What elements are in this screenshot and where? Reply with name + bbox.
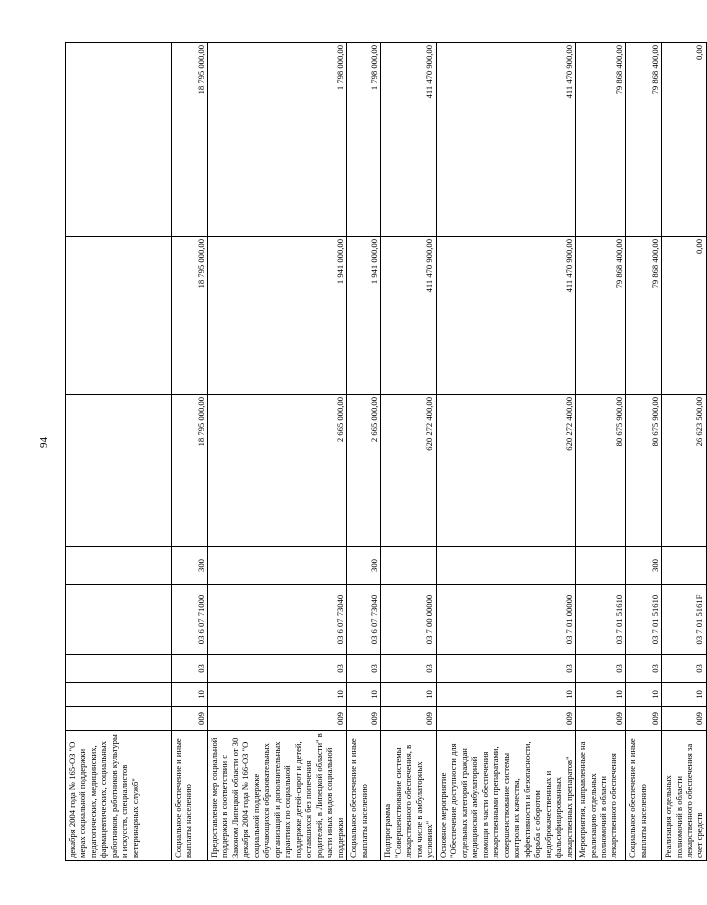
row-target-article: 03 7 01 51610: [626, 585, 662, 655]
row-value-2: 18 795 000,00: [172, 237, 208, 395]
row-section: 10: [436, 683, 575, 707]
row-admin-code: 009: [347, 707, 381, 731]
row-value-1: 18 795 000,00: [172, 395, 208, 547]
row-section: 10: [576, 683, 626, 707]
row-section: 10: [662, 683, 707, 707]
row-name: Социальное обеспечение и иные выплаты населению: [626, 731, 662, 861]
row-value-1: 2 665 000,00: [347, 395, 381, 547]
table-row: [66, 43, 172, 861]
row-value-3: 411 470 900,00: [436, 43, 575, 237]
row-value-3: 0,00: [662, 43, 707, 237]
table-row: [172, 43, 208, 861]
row-target-article: [66, 585, 172, 655]
row-expense-type: [576, 547, 626, 585]
row-section: [66, 683, 172, 707]
row-target-article: 03 6 07 73040: [208, 585, 347, 655]
page-number: 94: [38, 437, 50, 448]
table-row: [347, 43, 381, 861]
row-subsection: 03: [381, 655, 436, 683]
table-row: [576, 43, 626, 861]
row-value-1: 80 675 900,00: [626, 395, 662, 547]
row-name: Предоставление мер социальной поддержки в соответствии с Законом Липецкой области от 30 декабря 2004 года № 166-ОЗ "О социальной поддержке обучающихся образовательных организаций и дополнительных гарантиях по социальной поддержке детей-сирот и детей, оставшихся без попечения родителей, в Липецкой области" в части иных видов социальной поддержки: [208, 731, 347, 861]
row-admin-code: 009: [208, 707, 347, 731]
row-value-2: 1 941 000,00: [208, 237, 347, 395]
row-value-3: 411 470 900,00: [381, 43, 436, 237]
row-value-1: [66, 395, 172, 547]
row-value-1: 80 675 900,00: [576, 395, 626, 547]
row-subsection: 03: [576, 655, 626, 683]
row-value-1: 620 272 400,00: [381, 395, 436, 547]
table-row: [436, 43, 575, 861]
table-row: [381, 43, 436, 861]
row-target-article: 03 7 01 00000: [436, 585, 575, 655]
row-value-2: 411 470 900,00: [436, 237, 575, 395]
table-row: [662, 43, 707, 861]
row-value-3: [66, 43, 172, 237]
row-value-2: 79 868 400,00: [576, 237, 626, 395]
budget-table-rotated: [65, 43, 705, 861]
row-subsection: 03: [172, 655, 208, 683]
row-subsection: [66, 655, 172, 683]
row-value-3: 1 798 000,00: [347, 43, 381, 237]
row-value-1: 620 272 400,00: [436, 395, 575, 547]
row-expense-type: 300: [347, 547, 381, 585]
row-value-1: 2 665 000,00: [208, 395, 347, 547]
row-name: Социальное обеспечение и иные выплаты населению: [172, 731, 208, 861]
row-admin-code: 009: [172, 707, 208, 731]
row-expense-type: [381, 547, 436, 585]
row-target-article: 03 6 07 71000: [172, 585, 208, 655]
row-subsection: 03: [208, 655, 347, 683]
table-row: [626, 43, 662, 861]
row-name: декабря 2004 года № 165-ОЗ "О мерах социальной поддержки педагогических, медицинских, фармацевтических, социальных работников, работников культуры и искусств, специалистов ветеринарных служб": [66, 731, 172, 861]
row-name: Мероприятия, направленные на реализацию отдельных полномочий в области лекарственного обеспечения: [576, 731, 626, 861]
row-subsection: 03: [626, 655, 662, 683]
row-subsection: 03: [347, 655, 381, 683]
row-admin-code: 009: [436, 707, 575, 731]
budget-table: [65, 42, 707, 861]
row-target-article: 03 6 07 73040: [347, 585, 381, 655]
row-value-2: 79 868 400,00: [626, 237, 662, 395]
row-admin-code: 009: [626, 707, 662, 731]
row-name: Социальное обеспечение и иные выплаты населению: [347, 731, 381, 861]
row-target-article: 03 7 00 00000: [381, 585, 436, 655]
row-value-3: 1 798 000,00: [208, 43, 347, 237]
row-admin-code: 009: [662, 707, 707, 731]
row-expense-type: 300: [626, 547, 662, 585]
row-value-2: [66, 237, 172, 395]
row-name: Подпрограмма "Совершенствование системы лекарственного обеспечения, в том числе в амбулаторных условиях": [381, 731, 436, 861]
row-target-article: 03 7 01 5161F: [662, 585, 707, 655]
table-row: [208, 43, 347, 861]
row-value-2: 1 941 000,00: [347, 237, 381, 395]
row-value-3: 18 795 000,00: [172, 43, 208, 237]
row-value-2: 411 470 900,00: [381, 237, 436, 395]
row-value-2: 0,00: [662, 237, 707, 395]
row-name: Реализация отдельных полномочий в области лекарственного обеспечения за счет средств: [662, 731, 707, 861]
row-admin-code: 009: [381, 707, 436, 731]
row-admin-code: 009: [576, 707, 626, 731]
row-name: Основное мероприятие "Обеспечение доступности для отдельных категорий граждан медицинской амбулаторной помощи в части обеспечения лекарственными препаратами, совершенствование системы контроля их качества, эффективности и безопасности, борьба с оборотом недоброкачественных и фальсифицированных лекарственных препаратов": [436, 731, 575, 861]
row-admin-code: [66, 707, 172, 731]
row-value-3: 79 868 400,00: [576, 43, 626, 237]
row-subsection: 03: [662, 655, 707, 683]
row-section: 10: [172, 683, 208, 707]
row-expense-type: [436, 547, 575, 585]
row-expense-type: [662, 547, 707, 585]
row-target-article: 03 7 01 51610: [576, 585, 626, 655]
row-subsection: 03: [436, 655, 575, 683]
row-expense-type: [208, 547, 347, 585]
row-section: 10: [381, 683, 436, 707]
row-expense-type: [66, 547, 172, 585]
row-section: 10: [347, 683, 381, 707]
row-value-3: 79 868 400,00: [626, 43, 662, 237]
row-expense-type: 300: [172, 547, 208, 585]
row-section: 10: [626, 683, 662, 707]
row-value-1: 26 623 500,00: [662, 395, 707, 547]
row-section: 10: [208, 683, 347, 707]
